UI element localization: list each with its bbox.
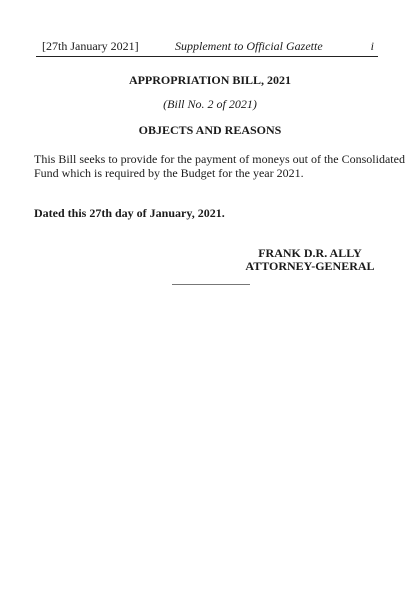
paragraph-line: Fund which is required by the Budget for the year 2021. <box>34 166 304 180</box>
header-date: [27th January 2021] <box>42 39 139 53</box>
signatory-name: FRANK D.R. ALLY <box>258 246 362 260</box>
running-header <box>36 39 378 55</box>
signature-block <box>236 247 384 273</box>
dated-line: Dated this 27th day of January, 2021. <box>34 206 225 220</box>
header-publication: Supplement to Official Gazette <box>175 39 323 53</box>
signatory-title: ATTORNEY-GENERAL <box>245 259 375 273</box>
end-rule <box>172 284 250 285</box>
section-heading: OBJECTS AND REASONS <box>138 123 282 137</box>
header-rule <box>36 56 378 57</box>
objects-and-reasons-paragraph <box>34 152 405 180</box>
bill-number: (Bill No. 2 of 2021) <box>163 97 257 111</box>
bill-title: APPROPRIATION BILL, 2021 <box>128 73 292 87</box>
header-page-number: i <box>370 39 374 53</box>
paragraph-line: This Bill seeks to provide for the payment of moneys out of the Consolidated <box>34 152 405 166</box>
